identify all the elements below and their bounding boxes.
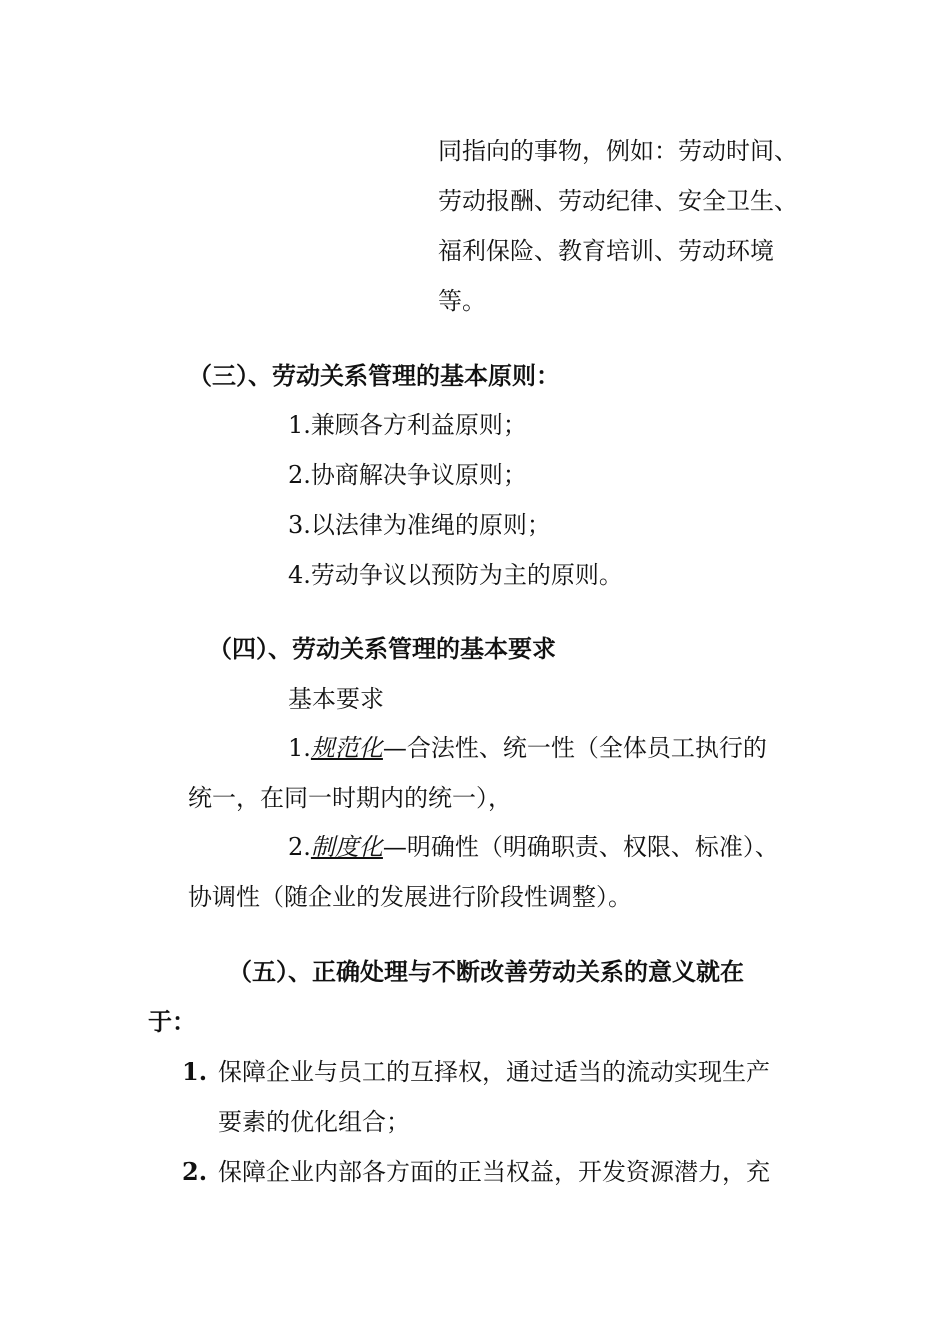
requirement-text: —明确性（明确职责、权限、标准）、 bbox=[382, 833, 779, 861]
section4-subtitle: 基本要求 bbox=[288, 685, 384, 713]
requirement-prefix: 2. bbox=[288, 833, 311, 861]
intro-line: 福利保险、教育培训、劳动环境 bbox=[438, 237, 774, 265]
intro-line: 同指向的事物，例如：劳动时间、 bbox=[438, 137, 798, 165]
intro-line: 等。 bbox=[438, 287, 486, 315]
item-text: 保障企业与员工的互择权，通过适当的流动实现生产 bbox=[218, 1058, 770, 1086]
requirement-term: 规范化 bbox=[310, 734, 383, 762]
item-text: 保障企业内部各方面的正当权益，开发资源潜力，充 bbox=[218, 1158, 770, 1186]
item-number: 1. bbox=[182, 1057, 208, 1086]
requirement-continuation: 统一，在同一时期内的统一）， bbox=[188, 784, 512, 812]
requirement-continuation: 协调性（随企业的发展进行阶段性调整）。 bbox=[188, 883, 632, 911]
requirement-item-2 bbox=[288, 822, 779, 872]
intro-line: 劳动报酬、劳动纪律、安全卫生、 bbox=[438, 187, 798, 215]
significance-item-2 bbox=[182, 1147, 770, 1197]
requirement-text: —合法性、统一性（全体员工执行的 bbox=[382, 734, 767, 762]
section5-heading-cont: 于： bbox=[148, 1007, 196, 1036]
principle-item: 2.协商解决争议原则； bbox=[288, 461, 527, 489]
requirement-prefix: 1. bbox=[288, 734, 311, 762]
requirement-item-1 bbox=[288, 723, 767, 773]
section5-heading: （五）、正确处理与不断改善劳动关系的意义就在 bbox=[228, 957, 744, 986]
principle-item: 1.兼顾各方利益原则； bbox=[288, 411, 527, 439]
significance-item-1 bbox=[182, 1047, 770, 1097]
section4-heading: （四）、劳动关系管理的基本要求 bbox=[208, 634, 556, 663]
item-number: 2. bbox=[182, 1157, 208, 1186]
principle-item: 3.以法律为准绳的原则； bbox=[288, 511, 551, 539]
requirement-term: 制度化 bbox=[310, 833, 383, 861]
significance-item-1-cont: 要素的优化组合； bbox=[218, 1108, 410, 1136]
principle-item: 4.劳动争议以预防为主的原则。 bbox=[288, 561, 623, 589]
section3-heading: （三）、劳动关系管理的基本原则： bbox=[188, 361, 560, 390]
